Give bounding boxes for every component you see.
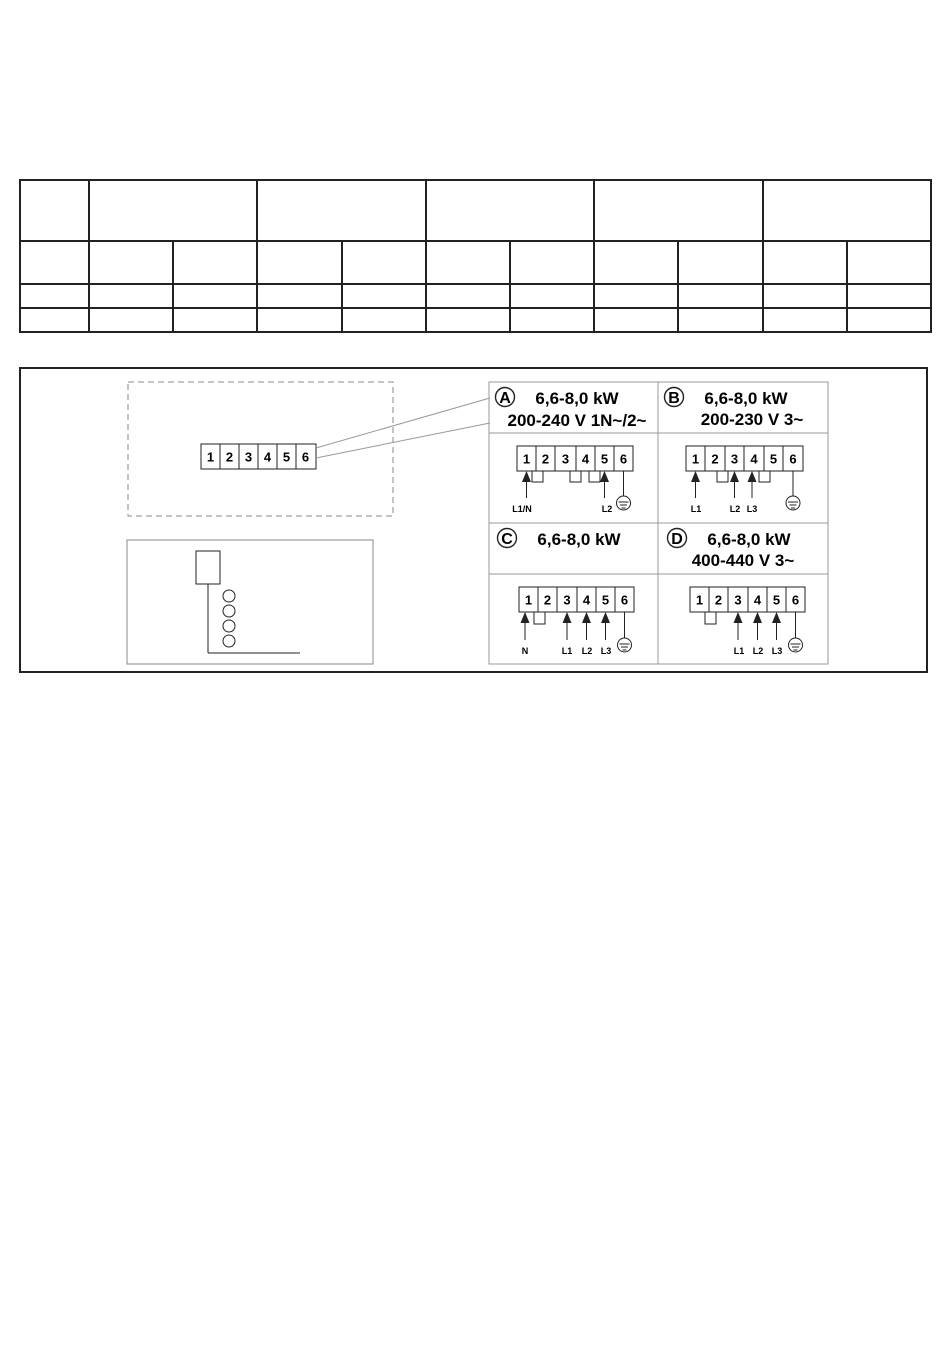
panel-power: 6,6-8,0 kW [537, 530, 621, 549]
terminal-label: 4 [581, 451, 590, 467]
wire-label: L3 [600, 646, 612, 656]
terminal-label: 6 [301, 449, 310, 465]
bridge-link [759, 471, 770, 482]
terminal-label: 3 [730, 451, 739, 467]
arrow-icon [748, 471, 757, 482]
ground-icon [617, 496, 631, 510]
panel-power: 6,6-8,0 kW [707, 530, 791, 549]
panel-letter: D [671, 531, 683, 548]
terminal-label: 3 [734, 592, 742, 608]
bridge-link [532, 471, 543, 482]
terminal-label: 1 [522, 451, 531, 467]
terminal-label: 5 [282, 449, 291, 465]
terminal-label: 4 [263, 449, 272, 465]
arrow-icon [521, 612, 530, 623]
terminal-strip [690, 587, 805, 612]
wire-label: L2 [752, 646, 764, 656]
panel-voltage: 400-440 V 3~ [691, 551, 795, 570]
terminal-label: 4 [582, 592, 591, 608]
panel-letter: A [499, 390, 511, 407]
knob-icon [223, 605, 235, 617]
wire-label: L2 [729, 504, 741, 514]
wire-label: L2 [581, 646, 593, 656]
bridge-link [534, 612, 545, 624]
terminal-label: 1 [206, 449, 215, 465]
terminal-label: 2 [714, 592, 723, 608]
terminal-box-icon [196, 551, 220, 584]
panel-letter: B [668, 390, 680, 407]
wire-label: N [521, 646, 529, 656]
terminal-label: 3 [561, 451, 570, 467]
arrow-icon [600, 471, 609, 482]
terminal-label: 1 [691, 451, 700, 467]
panel-a [496, 388, 647, 515]
arrow-icon [582, 612, 591, 623]
terminal-strip [201, 444, 316, 469]
arrow-icon [522, 471, 531, 482]
terminal-label: 2 [225, 449, 234, 465]
appliance-sketch [127, 540, 373, 664]
terminal-label: 2 [543, 592, 552, 608]
bridge-link [589, 471, 600, 482]
wire-label: L3 [746, 504, 758, 514]
arrow-icon [772, 612, 781, 623]
terminal-label: 6 [620, 592, 629, 608]
wire-label: L2 [601, 504, 613, 514]
bridge-link [570, 471, 581, 482]
panel-d [668, 529, 806, 657]
wire-label: L1 [733, 646, 745, 656]
wire-label: L1 [561, 646, 573, 656]
arrow-icon [734, 612, 743, 623]
bridge-link [705, 612, 716, 624]
arrow-icon [730, 471, 739, 482]
arrow-icon [691, 471, 700, 482]
terminal-strip [519, 587, 634, 612]
knob-icon [223, 635, 235, 647]
panel-b [665, 388, 804, 515]
terminal-label: 1 [524, 592, 533, 608]
terminal-label: 2 [711, 451, 719, 467]
panel-power: 6,6-8,0 kW [535, 389, 619, 408]
arrow-icon [563, 612, 572, 623]
knob-icon [223, 620, 235, 632]
panel-letter: C [501, 531, 513, 548]
terminal-label: 5 [600, 451, 609, 467]
terminal-strip [686, 446, 803, 471]
terminal-label: 5 [772, 592, 781, 608]
knob-icon [223, 590, 235, 602]
panel-power: 6,6-8,0 kW [704, 389, 788, 408]
panel-c [498, 529, 635, 657]
terminal-label: 3 [563, 592, 571, 608]
panel-voltage: 200-240 V 1N~/2~ [507, 411, 647, 430]
terminal-block-overview [128, 382, 490, 516]
wire-label: L3 [771, 646, 783, 656]
terminal-label: 6 [789, 451, 797, 467]
terminal-strip [517, 446, 633, 471]
terminal-label: 4 [750, 451, 758, 467]
terminal-label: 6 [791, 592, 800, 608]
terminal-label: 6 [619, 451, 628, 467]
terminal-label: 3 [244, 449, 253, 465]
terminal-label: 1 [695, 592, 704, 608]
terminal-label: 4 [753, 592, 762, 608]
arrow-icon [601, 612, 610, 623]
wire-label: L1/N [512, 504, 532, 514]
panel-voltage: 200-230 V 3~ [700, 410, 804, 429]
wire-label: L1 [690, 504, 702, 514]
terminal-label: 5 [601, 592, 610, 608]
ground-icon [786, 496, 800, 510]
terminal-label: 2 [541, 451, 550, 467]
terminal-label: 5 [769, 451, 778, 467]
bridge-link [717, 471, 728, 482]
ground-icon [618, 638, 632, 652]
ground-icon [789, 638, 803, 652]
arrow-icon [753, 612, 762, 623]
